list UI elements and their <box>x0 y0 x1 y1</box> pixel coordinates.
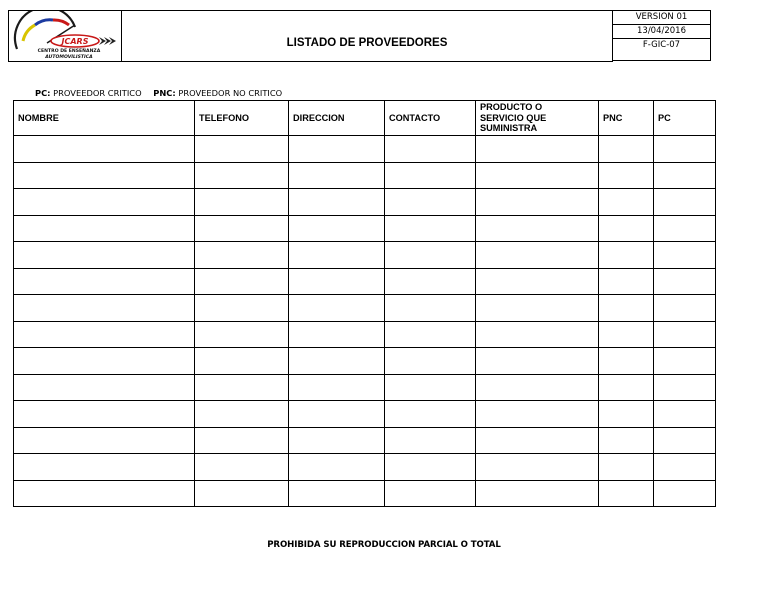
table-cell[interactable] <box>195 454 289 481</box>
table-cell[interactable] <box>476 136 599 163</box>
legend-pnc-key: PNC: <box>153 88 176 98</box>
table-row <box>14 348 716 375</box>
table-row <box>14 480 716 507</box>
table-cell[interactable] <box>195 268 289 295</box>
table-cell[interactable] <box>385 189 476 216</box>
col-pnc: PNC <box>599 101 654 136</box>
table-cell[interactable] <box>476 162 599 189</box>
table-cell[interactable] <box>385 242 476 269</box>
table-cell[interactable] <box>195 136 289 163</box>
table-cell[interactable] <box>195 242 289 269</box>
version-label: VERSION 01 <box>613 11 710 25</box>
table-cell[interactable] <box>289 348 385 375</box>
table-cell[interactable] <box>599 480 654 507</box>
table-cell[interactable] <box>289 427 385 454</box>
table-row <box>14 454 716 481</box>
table-cell[interactable] <box>289 189 385 216</box>
table-row <box>14 401 716 428</box>
legend-pc-key: PC: <box>35 88 51 98</box>
table-cell[interactable] <box>289 215 385 242</box>
table-cell[interactable] <box>654 321 716 348</box>
table-cell[interactable] <box>476 454 599 481</box>
table-cell[interactable] <box>385 295 476 322</box>
table-cell[interactable] <box>289 268 385 295</box>
table-row <box>14 321 716 348</box>
title-cell <box>121 10 613 62</box>
legend-pc-text: PROVEEDOR CRITICO <box>53 88 142 98</box>
table-cell[interactable] <box>289 454 385 481</box>
table-cell[interactable] <box>14 189 195 216</box>
table-cell[interactable] <box>654 162 716 189</box>
table-cell[interactable] <box>654 295 716 322</box>
table-cell[interactable] <box>385 268 476 295</box>
table-cell[interactable] <box>195 295 289 322</box>
col-pc: PC <box>654 101 716 136</box>
table-row <box>14 295 716 322</box>
table-cell[interactable] <box>599 401 654 428</box>
table-cell[interactable] <box>289 401 385 428</box>
table-cell[interactable] <box>654 401 716 428</box>
table-cell[interactable] <box>654 454 716 481</box>
col-direccion: DIRECCION <box>289 101 385 136</box>
table-row <box>14 268 716 295</box>
table-cell[interactable] <box>195 215 289 242</box>
table-cell[interactable] <box>599 374 654 401</box>
table-cell[interactable] <box>289 321 385 348</box>
legend-pnc-text: PROVEEDOR NO CRITICO <box>178 88 283 98</box>
table-cell[interactable] <box>476 427 599 454</box>
table-cell[interactable] <box>654 136 716 163</box>
table-cell[interactable] <box>599 348 654 375</box>
table-cell[interactable] <box>385 162 476 189</box>
table-cell[interactable] <box>289 242 385 269</box>
table-cell[interactable] <box>385 321 476 348</box>
col-telefono: TELEFONO <box>195 101 289 136</box>
table-cell[interactable] <box>14 295 195 322</box>
col-producto: PRODUCTO O SERVICIO QUE SUMINISTRA <box>476 101 599 136</box>
table-cell[interactable] <box>195 189 289 216</box>
table-cell[interactable] <box>599 427 654 454</box>
table-cell[interactable] <box>14 162 195 189</box>
table-cell[interactable] <box>385 480 476 507</box>
table-cell[interactable] <box>599 295 654 322</box>
table-cell[interactable] <box>289 295 385 322</box>
table-cell[interactable] <box>385 427 476 454</box>
legend <box>35 88 282 98</box>
table-cell[interactable] <box>385 401 476 428</box>
table-cell[interactable] <box>476 321 599 348</box>
table-cell[interactable] <box>476 295 599 322</box>
form-code: F-GIC-07 <box>642 40 681 50</box>
table-cell[interactable] <box>654 427 716 454</box>
table-cell[interactable] <box>476 268 599 295</box>
table-cell[interactable] <box>476 374 599 401</box>
table-cell[interactable] <box>195 348 289 375</box>
table-row <box>14 242 716 269</box>
table-cell[interactable] <box>14 401 195 428</box>
table-cell[interactable] <box>599 321 654 348</box>
table-cell[interactable] <box>385 454 476 481</box>
table-cell[interactable] <box>599 454 654 481</box>
logo-line1: CENTRO DE ENSEÑANZA <box>37 49 101 54</box>
table-cell[interactable] <box>14 374 195 401</box>
col-nombre: NOMBRE <box>14 101 195 136</box>
table-cell[interactable] <box>385 348 476 375</box>
table-cell[interactable] <box>195 162 289 189</box>
table-cell[interactable] <box>14 427 195 454</box>
table-cell[interactable] <box>654 242 716 269</box>
table-cell[interactable] <box>289 480 385 507</box>
table-cell[interactable] <box>14 242 195 269</box>
meta-cell <box>612 10 711 61</box>
table-cell[interactable] <box>654 480 716 507</box>
table-cell[interactable] <box>476 215 599 242</box>
table-row <box>14 136 716 163</box>
table-row <box>14 374 716 401</box>
table-cell[interactable] <box>195 480 289 507</box>
table-cell[interactable] <box>476 401 599 428</box>
table-cell[interactable] <box>14 268 195 295</box>
table-cell[interactable] <box>599 136 654 163</box>
table-cell[interactable] <box>289 374 385 401</box>
logo-line2: AUTOMOVILISTICA <box>45 55 93 60</box>
table-cell[interactable] <box>14 480 195 507</box>
table-row <box>14 162 716 189</box>
table-cell[interactable] <box>599 162 654 189</box>
table-cell[interactable] <box>14 348 195 375</box>
table-cell[interactable] <box>654 374 716 401</box>
table-cell[interactable] <box>599 242 654 269</box>
table-cell[interactable] <box>289 136 385 163</box>
table-cell[interactable] <box>654 215 716 242</box>
table-cell[interactable] <box>476 242 599 269</box>
table-cell[interactable] <box>654 189 716 216</box>
footer-notice: PROHIBIDA SU REPRODUCCION PARCIAL O TOTAL <box>267 540 501 550</box>
table-cell[interactable] <box>289 162 385 189</box>
table-cell[interactable] <box>599 189 654 216</box>
table-cell[interactable] <box>599 268 654 295</box>
col-contacto: CONTACTO <box>385 101 476 136</box>
table-cell[interactable] <box>195 374 289 401</box>
table-cell[interactable] <box>385 136 476 163</box>
table-cell[interactable] <box>476 189 599 216</box>
table-cell[interactable] <box>599 215 654 242</box>
document-title: LISTADO DE PROVEEDORES <box>286 37 448 49</box>
table-cell[interactable] <box>195 401 289 428</box>
table-cell[interactable] <box>14 215 195 242</box>
table-cell[interactable] <box>195 427 289 454</box>
table-body <box>14 136 716 507</box>
logo-cell <box>8 10 122 62</box>
logo-brand: JCARS <box>61 37 89 46</box>
table-row <box>14 189 716 216</box>
table-cell[interactable] <box>14 454 195 481</box>
table-row <box>14 215 716 242</box>
company-logo <box>9 11 121 61</box>
table-cell[interactable] <box>654 268 716 295</box>
table-cell[interactable] <box>385 215 476 242</box>
date-label: 13/04/2016 <box>613 25 710 39</box>
table-cell[interactable] <box>385 374 476 401</box>
table-cell[interactable] <box>476 480 599 507</box>
table-cell[interactable] <box>476 348 599 375</box>
suppliers-table <box>13 100 716 507</box>
table-row <box>14 427 716 454</box>
table-cell[interactable] <box>195 321 289 348</box>
table-cell[interactable] <box>14 136 195 163</box>
table-cell[interactable] <box>14 321 195 348</box>
table-header-row <box>14 101 716 136</box>
table-cell[interactable] <box>654 348 716 375</box>
